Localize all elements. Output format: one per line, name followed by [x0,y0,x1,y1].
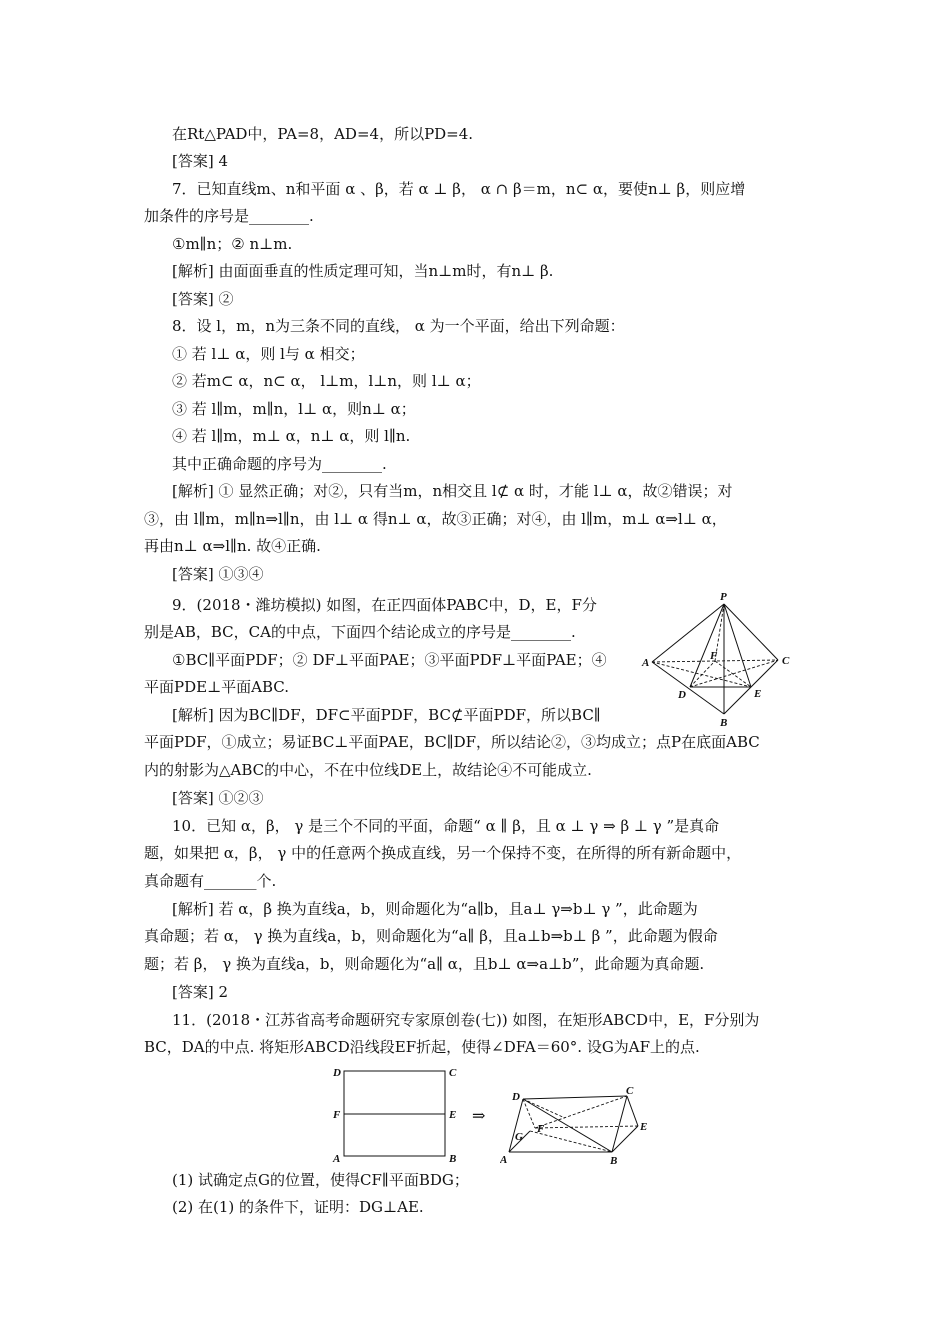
text-line: ①BC∥平面PDF；② DF⊥平面PAE；③平面PDF⊥平面PAE；④ [172,651,607,669]
label-A: A [333,1153,341,1165]
rectangle-figure [325,1058,470,1166]
text-line: 内的射影为△ABC的中心，不在中位线DE上，故结论④不可能成立. [144,761,592,779]
label-E: E [754,688,762,700]
label-F: F [710,650,718,662]
text-line: BC，DA的中点. 将矩形ABCD沿线段EF折起，使得∠DFA＝60°. 设G为AF上的点. [144,1038,700,1056]
label-E: E [449,1109,457,1121]
label-A: A [500,1154,508,1165]
label-F: F [537,1123,545,1135]
text-line: 真命题；若 α， γ 换为直线a，b，则命题化为“a∥ β，且a⊥b⇒b⊥ β ”，此命题为假命 [144,927,718,945]
answer-line: [答案] ①③④ [172,565,264,583]
label-F: F [333,1109,341,1121]
text-line: ③，由 l∥m，m∥n⇒l∥n，由 l⊥ α 得n⊥ α，故③正确；对④，由 l∥m，m⊥ α⇒l⊥ α， [144,510,727,528]
text-line: ① 若 l⊥ α，则 l与 α 相交； [172,345,365,363]
text-line: ①m∥n；② n⊥m. [172,235,293,253]
label-C: C [449,1067,457,1079]
label-B: B [449,1153,457,1165]
folded-figure [500,1085,660,1165]
label-C: C [782,655,790,667]
answer-line: [答案] 4 [172,152,229,170]
analysis-line: [解析] 由面面垂直的性质定理可知，当n⊥m时，有n⊥ β. [172,262,554,280]
text-line: 在Rt△PAD中，PA=8，AD=4，所以PD=4. [172,125,474,143]
label-G: G [515,1131,523,1143]
label-B: B [720,717,728,729]
answer-line: [答案] ①②③ [172,789,264,807]
answer-line: [答案] 2 [172,983,229,1001]
label-D: D [512,1091,520,1103]
text-line: 题，如果把 α，β， γ 中的任意两个换成直线，另一个保持不变，在所得的所有新命题中， [144,844,742,862]
text-line: 真命题有_______个. [144,872,277,890]
text-line: 别是AB，BC，CA的中点，下面四个结论成立的序号是________. [144,623,576,641]
label-P: P [720,591,727,603]
text-line: 再由n⊥ α⇒l∥n. 故④正确. [144,537,321,555]
label-D: D [333,1067,341,1079]
label-E: E [640,1121,648,1133]
label-C: C [626,1085,634,1097]
label-D: D [678,689,686,701]
question-9: 9．(2018・潍坊模拟) 如图，在正四面体PABC中，D，E，F分 [172,596,597,614]
text-line: 其中正确命题的序号为________. [172,455,387,473]
subquestion-2: (2) 在(1) 的条件下，证明：DG⊥AE. [172,1198,424,1216]
question-8: 8．设 l，m，n为三条不同的直线， α 为一个平面，给出下列命题： [172,317,625,335]
tetrahedron-figure [640,590,800,730]
text-line: ③ 若 l∥m，m∥n，l⊥ α，则n⊥ α； [172,400,416,418]
text-line: 题；若 β， γ 换为直线a，b，则命题化为“a∥ α，且b⊥ α⇒a⊥b”，此命题为真命题. [144,955,705,973]
subquestion-1: (1) 试确定点G的位置，使得CF∥平面BDG； [172,1171,469,1189]
text-line: 平面PDF，①成立；易证BC⊥平面PAE，BC∥DF，所以结论②，③均成立；点P在底面ABC [144,733,760,751]
analysis-line: [解析] ① 显然正确；对②，只有当m，n相交且 l⊄ α 时，才能 l⊥ α，故②错误；对 [172,482,733,500]
question-10: 10．已知 α，β， γ 是三个不同的平面，命题“ α ∥ β，且 α ⊥ γ ⇒ β ⊥ γ ”是真命 [172,817,720,835]
question-11: 11．(2018・江苏省高考命题研究专家原创卷(七)) 如图，在矩形ABCD中，E，F分别为 [172,1011,760,1029]
label-B: B [610,1155,618,1165]
question-7: 7．已知直线m、n和平面 α 、β，若 α ⊥ β， α ∩ β＝m，n⊂ α，要使n⊥ β，则应增 [172,180,746,198]
text-line: 加条件的序号是________. [144,207,314,225]
answer-line: [答案] ② [172,290,234,308]
text-line: 平面PDE⊥平面ABC. [144,678,290,696]
analysis-line: [解析] 若 α，β 换为直线a，b，则命题化为“a∥b，且a⊥ γ⇒b⊥ γ ”，此命题为 [172,900,698,918]
arrow-implies: ⇒ [472,1106,486,1125]
text-line: ④ 若 l∥m，m⊥ α，n⊥ α，则 l∥n. [172,427,411,445]
label-A: A [642,657,650,669]
analysis-line: [解析] 因为BC∥DF，DF⊂平面PDF，BC⊄平面PDF，所以BC∥ [172,706,601,724]
text-line: ② 若m⊂ α，n⊂ α， l⊥m，l⊥n，则 l⊥ α； [172,372,481,390]
